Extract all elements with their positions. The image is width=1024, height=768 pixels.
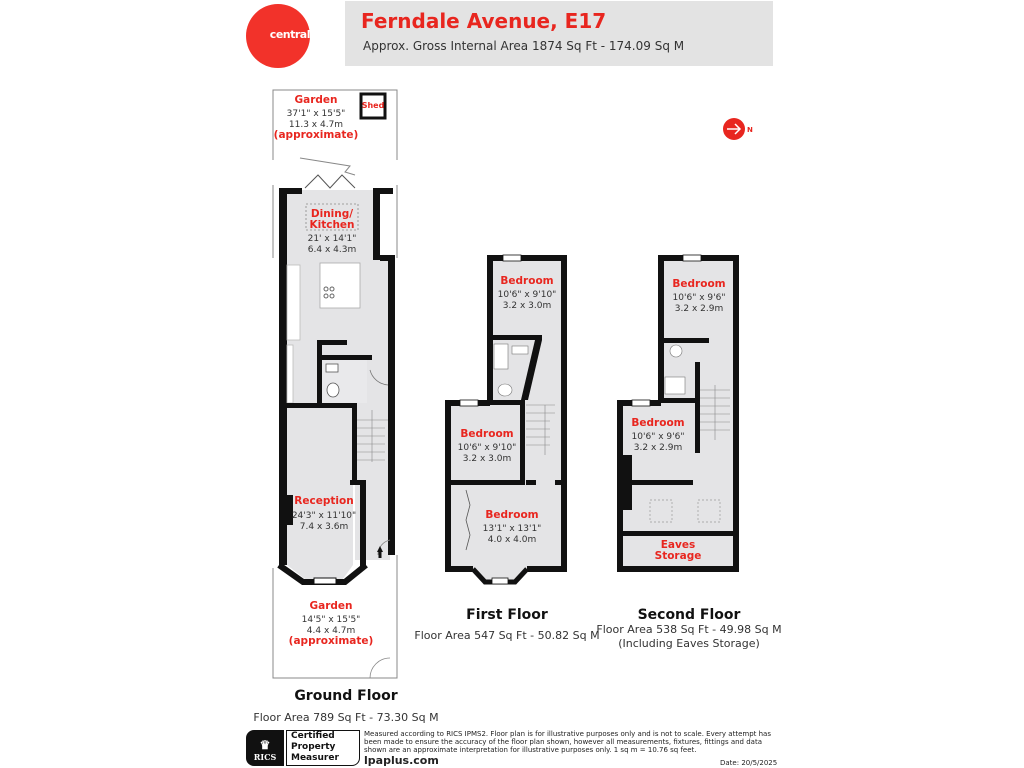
sf-bedroom2-imperial: 10'6" x 9'6" [631,432,685,442]
sf-bedroom1-name: Bedroom [672,278,726,290]
ground-floor-label: Ground Floor [294,688,398,704]
rics-mark: RICS [253,752,277,762]
kitchen-name-line2: Kitchen [309,219,355,231]
front-garden-metric: 4.4 x 4.7m [306,626,356,636]
second-floor-area-note: (Including Eaves Storage) [618,637,760,650]
ff-bedroom1-imperial: 10'6" x 9'10" [497,290,557,300]
kitchen-imperial: 21' x 14'1" [307,234,357,244]
sf-bedroom1-imperial: 10'6" x 9'6" [672,293,726,303]
ff-bedroom1-name: Bedroom [500,275,554,287]
website-link[interactable]: lpaplus.com [364,754,439,767]
kitchen-metric: 6.4 x 4.3m [307,245,357,255]
plan-date: Date: 20/5/2025 [720,759,778,767]
sf-bedroom2-metric: 3.2 x 2.9m [633,443,683,453]
reception-metric: 7.4 x 3.6m [299,522,349,532]
shed-name: Shed [361,101,385,110]
first-floor-label: First Floor [466,607,548,623]
ff-bedroom1-metric: 3.2 x 3.0m [502,301,552,311]
ff-bedroom2-metric: 3.2 x 3.0m [462,454,512,464]
disclaimer: Measured according to RICS IPMS2. Floor plan is for illustrative purposes only and is not to scale. Every attempt has been made to ensure the accuracy of the floor plan shown, however all measurements, fixtures, fittings and data shown are an approximate interpretation for illustrative purposes only. 1 sq m = 10.76 sq feet. [364,730,771,754]
rear-garden-note: (approximate) [273,129,359,141]
reception-name: Reception [294,495,354,507]
sf-bedroom1-metric: 3.2 x 2.9m [674,304,724,314]
second-floor-plan [617,255,736,572]
property-title: Ferndale Avenue, E17 [361,9,607,33]
front-garden-note: (approximate) [288,635,374,647]
ff-bedroom2-imperial: 10'6" x 9'10" [457,443,517,453]
kitchen-name-line1: Dining/ [310,208,354,220]
ff-bedroom3-name: Bedroom [485,509,539,521]
ground-floor-plan [273,90,397,678]
front-garden-imperial: 14'5" x 15'5" [301,615,361,625]
sf-bedroom2-name: Bedroom [631,417,685,429]
rear-garden-metric: 11.3 x 4.7m [288,120,344,130]
ff-bedroom3-imperial: 13'1" x 13'1" [482,524,542,534]
logo-text: central [269,28,310,41]
cert-line3: Measurer [291,753,339,763]
ff-bedroom2-name: Bedroom [460,428,514,440]
second-floor-label: Second Floor [637,607,741,623]
rear-garden-imperial: 37'1" x 15'5" [286,109,346,119]
first-floor-area: Floor Area 547 Sq Ft - 50.82 Sq M [414,629,600,642]
rics-badge [246,730,356,766]
eaves-name-line2: Storage [654,550,702,562]
rear-garden-name: Garden [294,94,338,106]
ground-floor-area: Floor Area 789 Sq Ft - 73.30 Sq M [253,711,439,724]
reception-imperial: 24'3" x 11'10" [291,511,357,521]
second-floor-area: Floor Area 538 Sq Ft - 49.98 Sq M [596,623,782,636]
cert-line1: Certified [291,731,335,741]
gross-area: Approx. Gross Internal Area 1874 Sq Ft - 174.09 Sq M [363,39,685,53]
eaves-name-line1: Eaves [660,539,696,551]
ff-bedroom3-metric: 4.0 x 4.0m [487,535,537,545]
certified-measurer [286,730,360,766]
first-floor-plan [445,255,567,584]
compass-label: N [747,126,753,134]
front-garden-name: Garden [309,600,353,612]
rics-logo: ♛ RICS [246,730,284,766]
cert-line2: Property [291,742,336,752]
